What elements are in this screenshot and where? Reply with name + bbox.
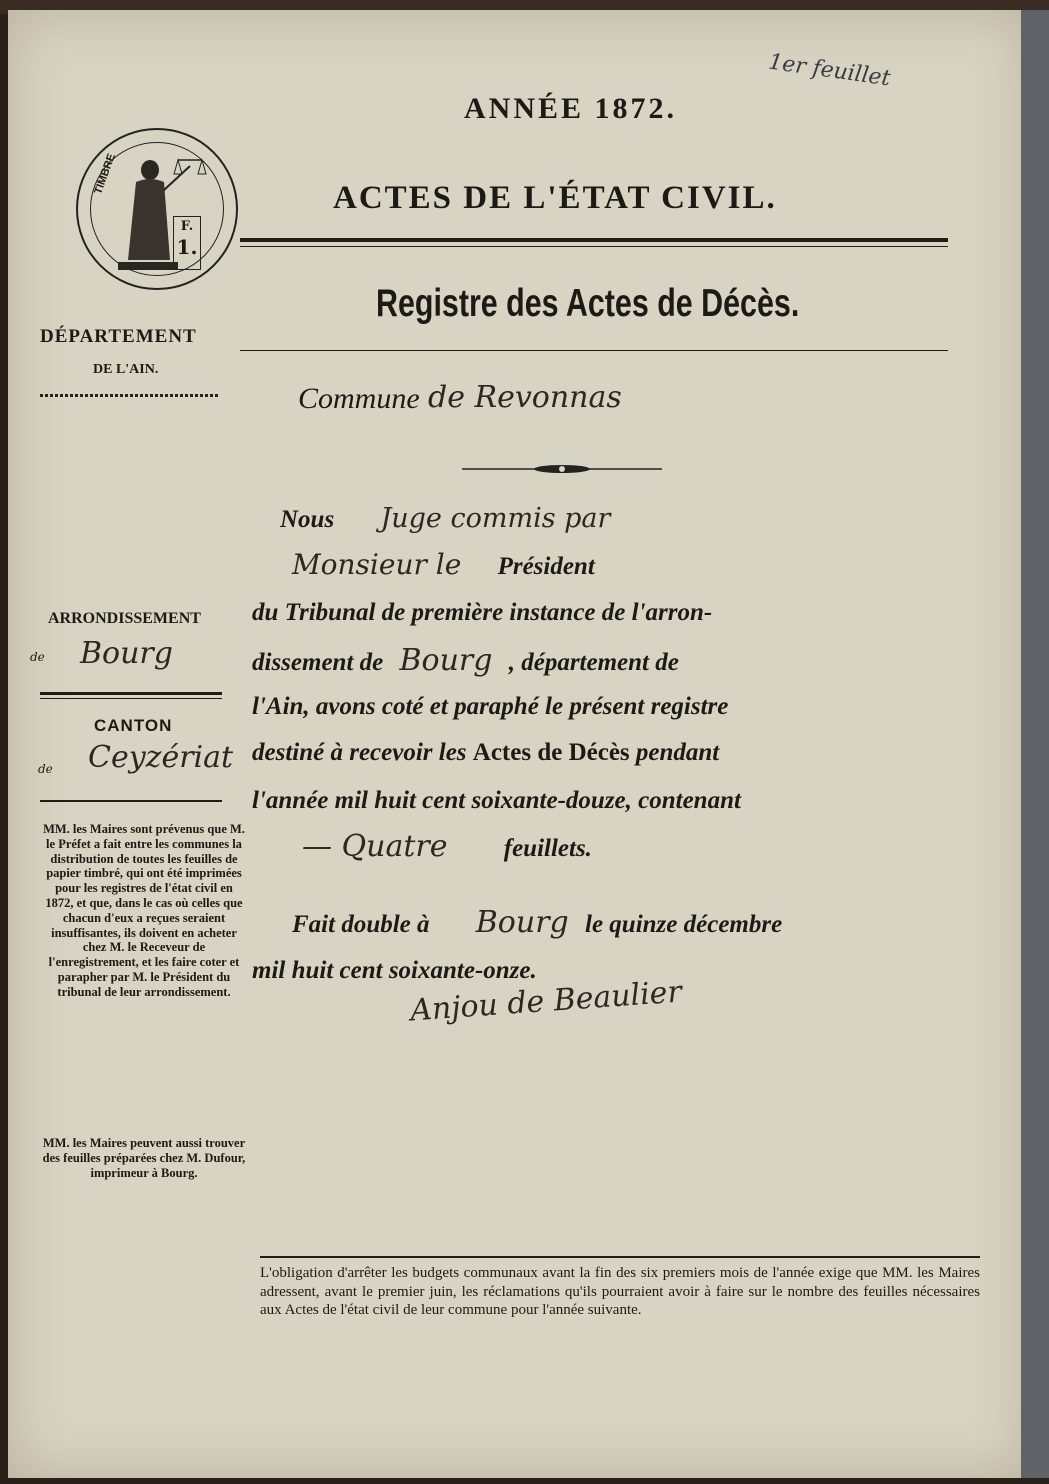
- title-rule-thick: [240, 238, 948, 242]
- body-line-5: l'Ain, avons coté et paraphé le présent registre: [252, 693, 729, 720]
- register-rule: [240, 350, 948, 351]
- arrondissement-hand: Bourg: [80, 636, 173, 671]
- canton-rule: [40, 800, 222, 802]
- page-right-edge: [1021, 10, 1049, 1478]
- body-line-6: destiné à recevoir les Actes de Décès pendant: [252, 739, 720, 766]
- divider-ornament: [462, 460, 662, 478]
- arrondissement-de: de: [30, 650, 45, 664]
- dept-ornament: [40, 394, 220, 397]
- body-line-7: l'année mil huit cent soixante-douze, contenant: [252, 787, 741, 814]
- signature: Anjou de Beaulier: [409, 974, 683, 1029]
- hand-bourg: Bourg: [399, 643, 493, 678]
- title-rule-thin: [240, 246, 948, 247]
- department-label: DÉPARTEMENT: [40, 326, 197, 347]
- arrondissement-label: ARRONDISSEMENT: [48, 610, 201, 627]
- hand-juge: Juge commis par: [380, 503, 611, 534]
- body-line-2: Monsieur le Président: [292, 548, 595, 581]
- mayor-notice-second: MM. les Maires peuvent aussi trouver des feuilles préparées chez M. Dufour, imprimeur à Bourg.: [42, 1136, 246, 1180]
- commune-label: Commune: [298, 382, 420, 415]
- commune-hand: de Revonnas: [428, 380, 622, 415]
- stamp-value-bottom: 1.: [176, 235, 198, 259]
- department-name: DE L'AIN.: [93, 362, 159, 377]
- arrondissement-rule: [40, 692, 222, 695]
- pencil-note: 1er feuillet: [766, 49, 892, 92]
- year-heading: ANNÉE 1872.: [464, 92, 678, 125]
- mayor-notice: MM. les Maires sont prévenus que M. le Préfet a fait entre les communes la distribution de toutes les feuilles de papier timbré, qui ont été imprimées pour les registres de l'état civil en 1872, et que, dans le cas où celles que chacun d'eux a reçues seraient insuffisantes, ils doivent en acheter chez M. le Receveur de l'enregistrement, et les faire coter et parapher par M. le Président du tribunal de leur arrondissement.: [43, 822, 245, 999]
- body-line-1: Nous Juge commis par: [280, 503, 611, 534]
- canton-hand: Ceyzériat: [88, 740, 234, 775]
- stamp-value-top: F.: [180, 219, 194, 234]
- main-title: ACTES DE L'ÉTAT CIVIL.: [333, 180, 777, 216]
- canton-label: CANTON: [94, 716, 173, 735]
- body-line-10: mil huit cent soixante-onze.: [252, 957, 537, 984]
- register-page: [8, 10, 1030, 1478]
- stamp-word: TIMBRE: [92, 152, 118, 196]
- body-line-9: Fait double à Bourg le quinze décembre: [292, 905, 783, 940]
- body-line-4: dissement de Bourg , département de: [252, 643, 679, 678]
- stamp-value: [173, 216, 201, 270]
- hand-bourg-2: Bourg: [475, 905, 569, 940]
- footer-rule: [260, 1256, 980, 1258]
- register-title: Registre des Actes de Décès.: [376, 282, 800, 325]
- canton-de: de: [38, 762, 53, 776]
- arrondissement-rule-thin: [40, 698, 222, 699]
- footer-notice: L'obligation d'arrêter les budgets communaux avant la fin des six premiers mois de l'année exige que MM. les Maires adressent, avant le premier juin, les réclamations qu'ils pourraient avoir à faire sur le nombre des feuilles nécessaires aux Actes de l'état civil de leur commune pour l'année suivante.: [260, 1265, 980, 1318]
- tax-stamp: [76, 128, 238, 290]
- body-line-3: du Tribunal de première instance de l'arron-: [252, 599, 713, 626]
- body-line-8: — Quatre feuillets.: [302, 829, 592, 864]
- justice-figure-icon: [78, 130, 236, 288]
- hand-monsieur: Monsieur le: [292, 548, 462, 581]
- hand-quatre: — Quatre: [302, 829, 448, 864]
